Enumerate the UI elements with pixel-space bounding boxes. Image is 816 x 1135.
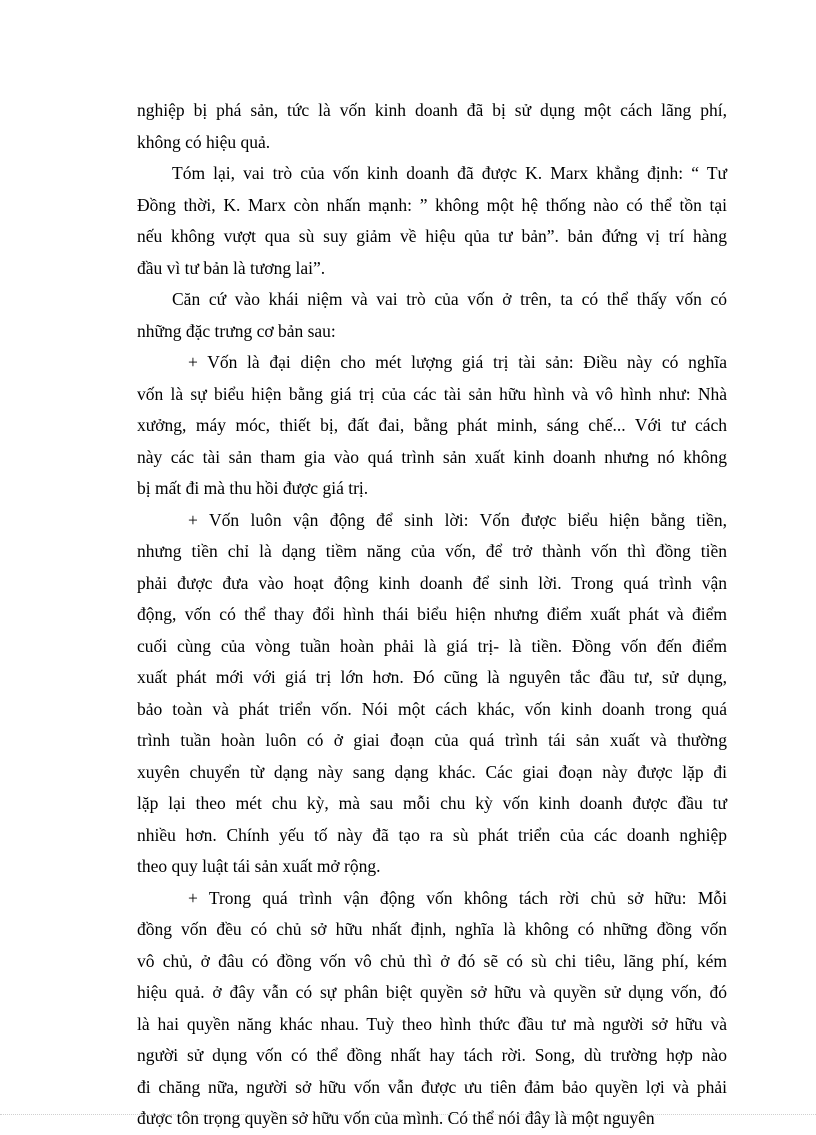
text-line: động, vốn có thể thay đổi hình thái biểu hiện nhưng điểm xuất phát và điểm	[137, 604, 727, 624]
text-line: người sử dụng vốn có thể đồng nhất hay tách rời. Song, dù trường hợp nào	[137, 1045, 727, 1065]
text-line: đầu vì tư bản là tương lai”.	[137, 257, 326, 278]
text-line: cuối cùng của vòng tuần hoàn phải là giá trị- là tiền. Đồng vốn đến điểm	[137, 635, 727, 656]
text-line: nhiều hơn. Chính yếu tố này đã tạo ra sù phát triển của các doanh nghiệp	[137, 824, 727, 845]
text-line: những đặc trưng cơ bản sau:	[137, 320, 336, 341]
text-line: được tôn trọng quyền sở hữu vốn của mình. Có thể nói đây là một nguyên	[137, 1108, 655, 1128]
text-line: Tóm lại, vai trò của vốn kinh doanh đã được K. Marx khẳng định: “ Tư	[172, 163, 727, 183]
text-line: + Trong quá trình vận động vốn không tách rời chủ sở hữu: Mỗi	[188, 887, 727, 908]
text-line: lặp lại theo mét chu kỳ, mà sau mỗi chu kỳ vốn kinh doanh được đầu tư	[137, 793, 727, 813]
text-line: trình tuần hoàn luôn có ở giai đoạn của quá trình tái sản xuất và thường	[137, 730, 727, 750]
text-line: bị mất đi mà thu hồi được giá trị.	[137, 478, 369, 498]
text-line: nghiệp bị phá sản, tức là vốn kinh doanh đã bị sử dụng một cách lãng phí,	[137, 100, 727, 120]
text-line: là hai quyền năng khác nhau. Tuỳ theo hình thức đầu tư mà người sở hữu và	[137, 1013, 727, 1034]
text-line: xuyên chuyển từ dạng này sang dạng khác. Các giai đoạn này được lặp đi	[137, 761, 727, 782]
text-line: Căn cứ vào khái niệm và vai trò của vốn ở trên, ta có thể thấy vốn có	[172, 289, 727, 309]
text-line: bảo toàn và phát triển vốn. Nói một cách khác, vốn kinh doanh trong quá	[137, 698, 727, 719]
text-line: này các tài sản tham gia vào quá trình sản xuất kinh doanh nhưng nó không	[137, 446, 727, 467]
text-line: đồng vốn đều có chủ sở hữu nhất định, nghĩa là không có những đồng vốn	[137, 919, 727, 939]
text-line: + Vốn là đại diện cho mét lượng giá trị tài sản: Điều này có nghĩa	[188, 352, 727, 372]
text-line: xuất phát mới với giá trị lớn hơn. Đó cũng là nguyên tắc đầu tư, sử dụng,	[137, 667, 727, 687]
document-page	[137, 95, 727, 1135]
text-line: theo quy luật tái sản xuất mở rộng.	[137, 856, 381, 876]
text-line: xưởng, máy móc, thiết bị, đất đai, bằng phát minh, sáng chế... Với tư cách	[137, 415, 727, 435]
text-line: nếu không vượt qua sù suy giảm về hiệu qủa tư bản”. bản đứng vị trí hàng	[137, 226, 727, 246]
text-line: phải được đưa vào hoạt động kinh doanh để sinh lời. Trong quá trình vận	[137, 572, 727, 593]
text-line: đi chăng nữa, người sở hữu vốn vẫn được ưu tiên đảm bảo quyền lợi và phải	[137, 1076, 727, 1097]
text-line: Đồng thời, K. Marx còn nhấn mạnh: ” không một hệ thống nào có thể tồn tại	[137, 194, 727, 215]
page-bottom-divider	[0, 1114, 816, 1115]
text-line: + Vốn luôn vận động để sinh lời: Vốn được biểu hiện bằng tiền,	[188, 509, 727, 530]
text-line: không có hiệu quả.	[137, 131, 271, 152]
text-line: vốn là sự biểu hiện bằng giá trị của các tài sản hữu hình và vô hình như: Nhà	[137, 383, 727, 404]
text-line: hiệu quả. ở đây vẫn có sự phân biệt quyền sở hữu và quyền sử dụng vốn, đó	[137, 982, 727, 1002]
text-line: vô chủ, ở đâu có đồng vốn vô chủ thì ở đó sẽ có sù chi tiêu, lãng phí, kém	[137, 950, 727, 971]
text-line: nhưng tiền chỉ là dạng tiềm năng của vốn, để trở thành vốn thì đồng tiền	[137, 541, 727, 561]
